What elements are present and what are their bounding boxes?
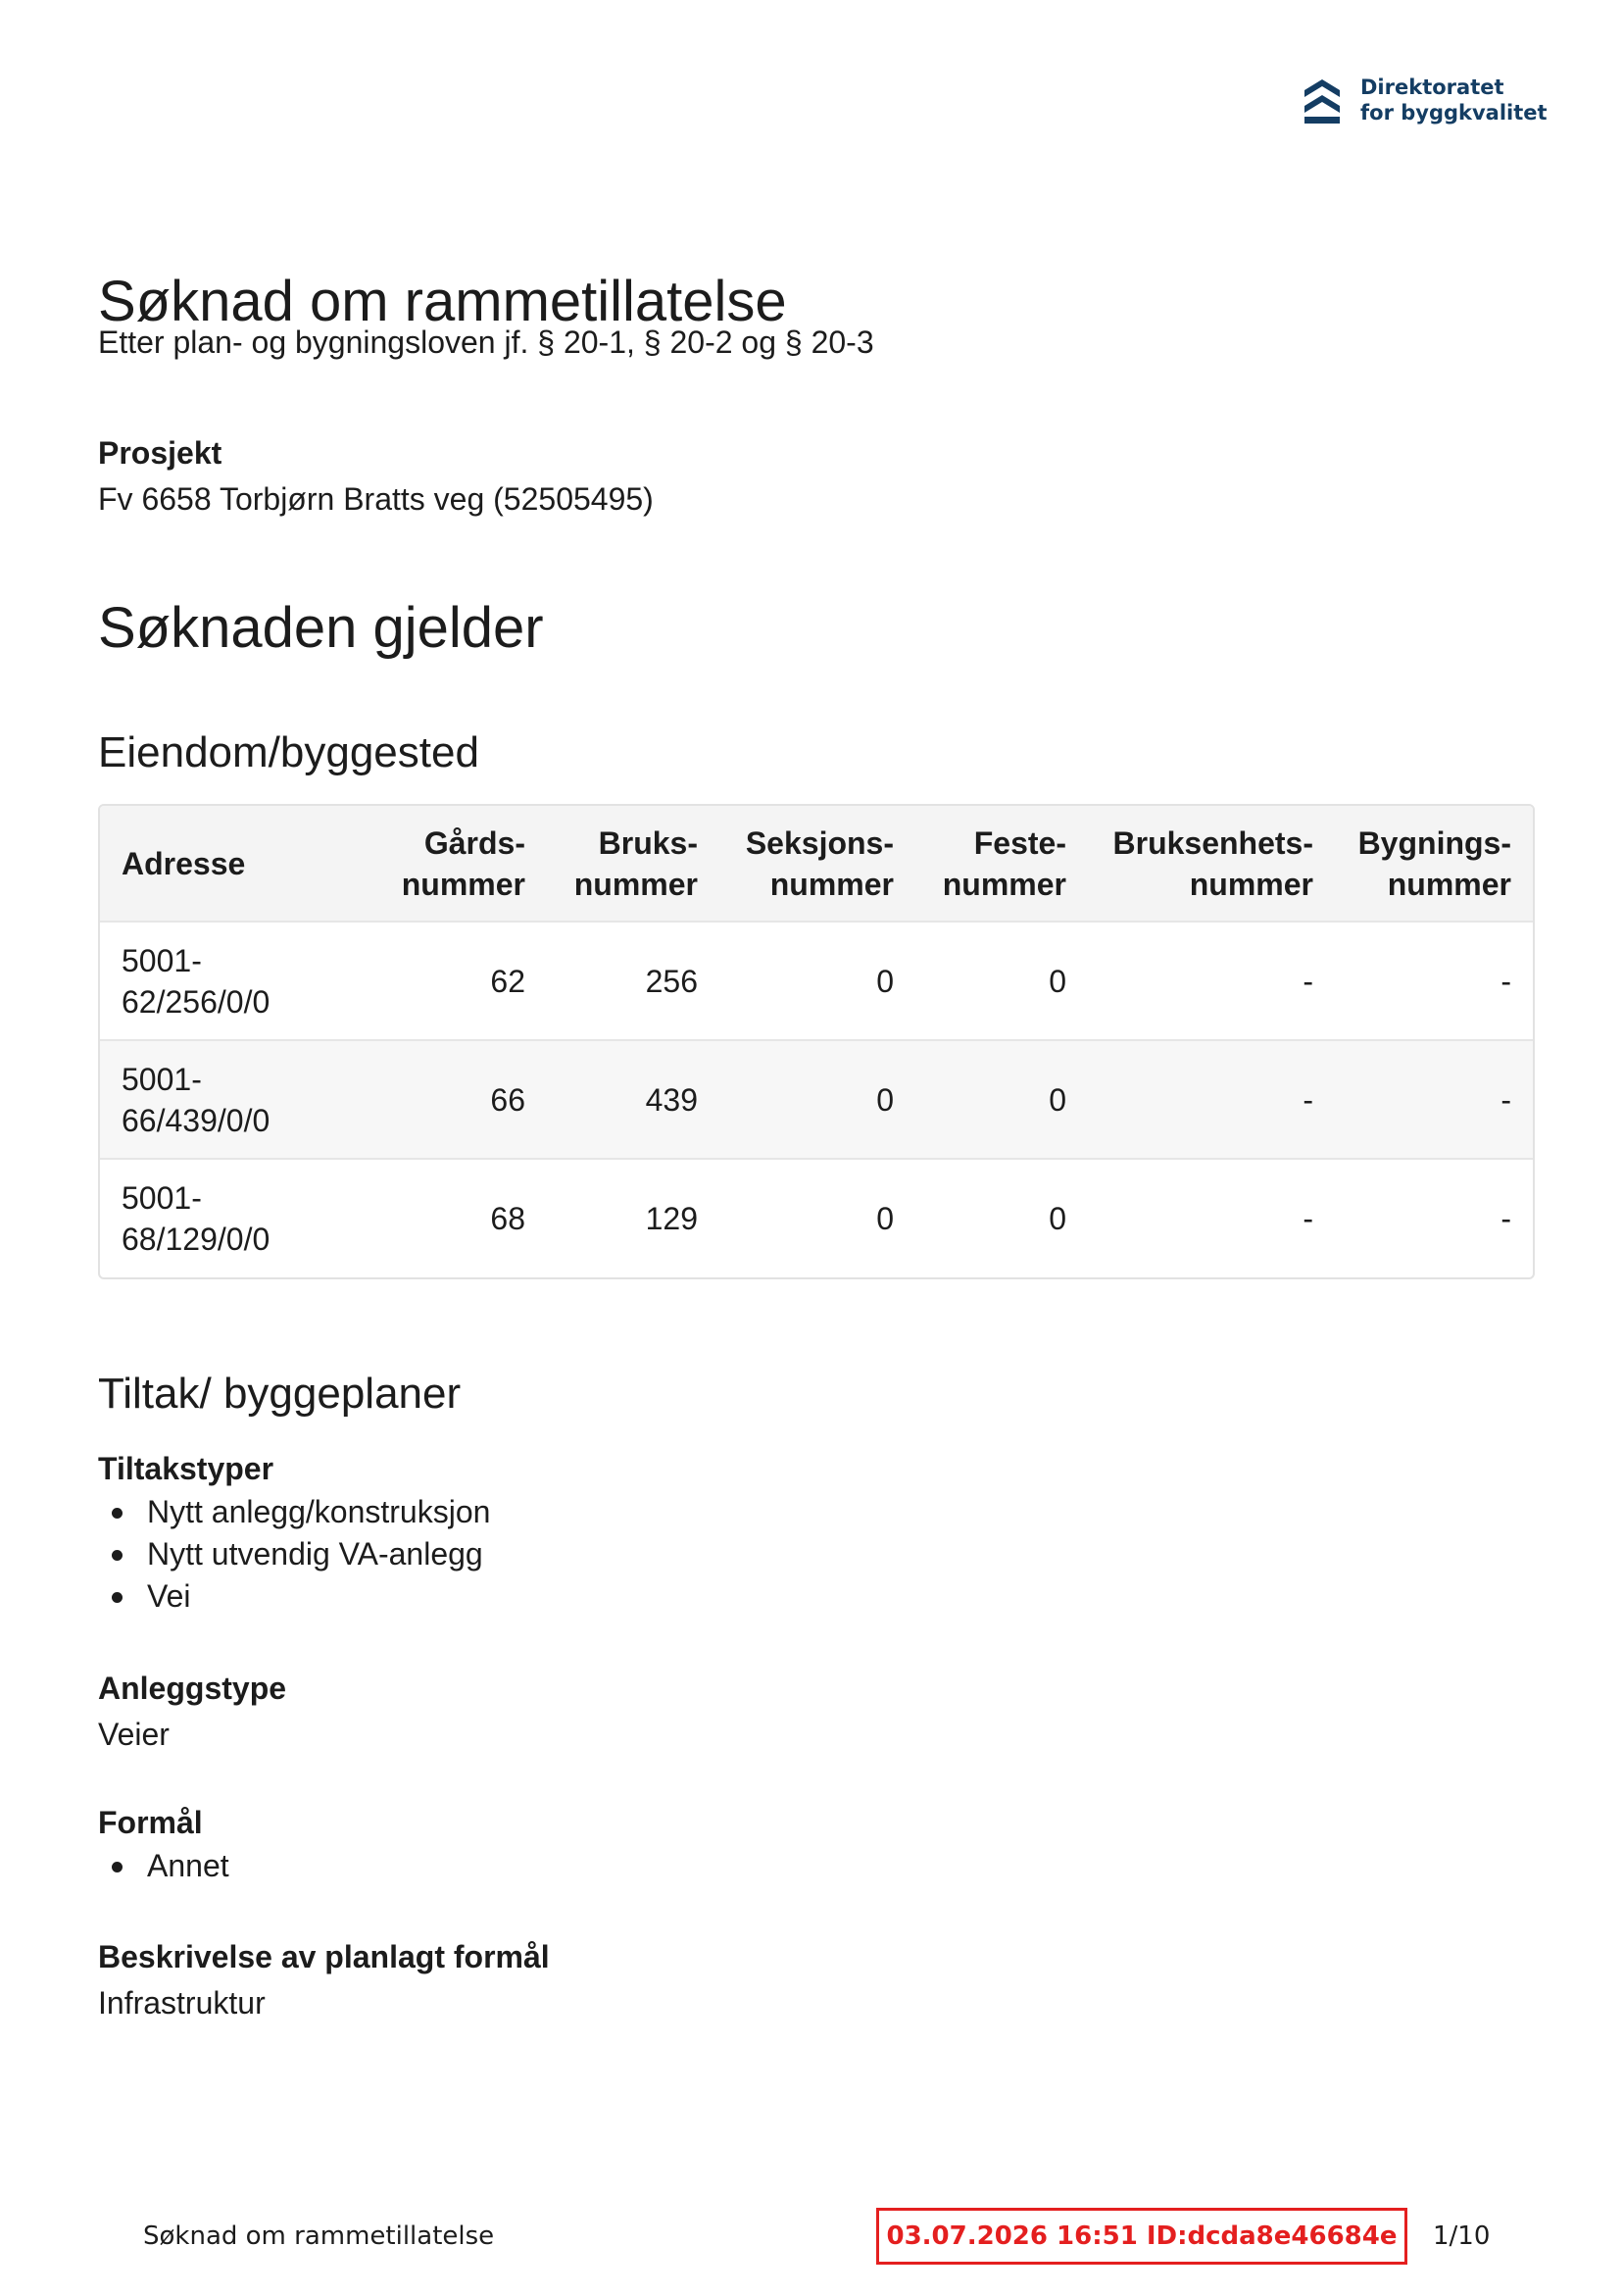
document-subtitle: Etter plan- og bygningsloven jf. § 20-1, § 20-2 og § 20-3 (98, 324, 874, 360)
list-item: Annet (98, 1845, 229, 1887)
cell-address: 5001- 68/129/0/0 (122, 1180, 270, 1257)
column-header-seksjonsnummer: Seksjons- nummer (745, 824, 894, 902)
cell-festenummer: 0 (1049, 1081, 1066, 1118)
cell-seksjonsnummer: 0 (876, 1081, 894, 1118)
cell-gardsnummer: 68 (490, 1201, 525, 1236)
cell-bruksnummer: 129 (645, 1201, 698, 1236)
dibk-logo (1302, 75, 1548, 125)
column-header-gardsnummer: Gårds- nummer (401, 824, 525, 902)
column-header-address: Adresse (122, 845, 246, 881)
logo-line-1: Direktoratet (1360, 75, 1504, 99)
column-header-bygningsnummer: Bygnings- nummer (1357, 824, 1511, 902)
column-header-festenummer: Feste- nummer (942, 824, 1066, 902)
cell-gardsnummer: 62 (490, 963, 525, 999)
column-header-bruksnummer: Bruks- nummer (573, 824, 698, 902)
description-value: Infrastruktur (98, 1985, 266, 2021)
cell-bruksenhetsnummer: - (1303, 1081, 1313, 1118)
cell-gardsnummer: 66 (490, 1081, 525, 1118)
cell-bruksenhetsnummer: - (1303, 1201, 1313, 1236)
cell-bruksnummer: 439 (645, 1081, 698, 1118)
table-header-row (100, 806, 1533, 922)
logo-text (1360, 75, 1548, 125)
description-label: Beskrivelse av planlagt formål (98, 1939, 550, 1974)
cell-bygningsnummer: - (1500, 1201, 1511, 1236)
facility-type-label: Anleggstype (98, 1671, 287, 1706)
list-item: Nytt anlegg/konstruksjon (98, 1491, 490, 1533)
cell-seksjonsnummer: 0 (876, 963, 894, 999)
cell-bruksnummer: 256 (645, 963, 698, 999)
list-item: Vei (98, 1575, 490, 1618)
purpose-list (98, 1845, 229, 1887)
measure-types-label: Tiltakstyper (98, 1451, 274, 1486)
project-label: Prosjekt (98, 435, 222, 471)
facility-type-value: Veier (98, 1717, 170, 1752)
measure-types-list (98, 1491, 490, 1618)
cell-bruksenhetsnummer: - (1303, 963, 1313, 999)
list-item: Nytt utvendig VA-anlegg (98, 1533, 490, 1575)
section-heading: Søknaden gjelder (98, 596, 544, 660)
table-row (100, 922, 1533, 1040)
project-value: Fv 6658 Torbjørn Bratts veg (52505495) (98, 481, 654, 517)
cell-bygningsnummer: - (1500, 963, 1511, 999)
logo-line-2: for byggkvalitet (1360, 101, 1548, 125)
cell-bygningsnummer: - (1500, 1081, 1511, 1118)
cell-festenummer: 0 (1049, 1201, 1066, 1236)
page-number: 1/10 (1433, 2221, 1491, 2251)
purpose-label: Formål (98, 1805, 203, 1840)
cell-festenummer: 0 (1049, 963, 1066, 999)
table-row (100, 1040, 1533, 1159)
footer-title: Søknad om rammetillatelse (143, 2221, 495, 2251)
cell-address: 5001- 62/256/0/0 (122, 942, 270, 1020)
property-table (98, 804, 1535, 1279)
document-title: Søknad om rammetillatelse (98, 270, 787, 333)
cell-seksjonsnummer: 0 (876, 1201, 894, 1236)
cell-address: 5001- 66/439/0/0 (122, 1061, 270, 1138)
column-header-bruksenhetsnummer: Bruksenhets- nummer (1112, 824, 1313, 902)
dibk-logo-icon (1302, 75, 1343, 125)
timestamp-id-stamp: 03.07.2026 16:51 ID:dcda8e46684e (876, 2208, 1407, 2265)
property-heading: Eiendom/byggested (98, 728, 479, 776)
measures-heading: Tiltak/ byggeplaner (98, 1370, 462, 1418)
table-row (100, 1159, 1533, 1277)
